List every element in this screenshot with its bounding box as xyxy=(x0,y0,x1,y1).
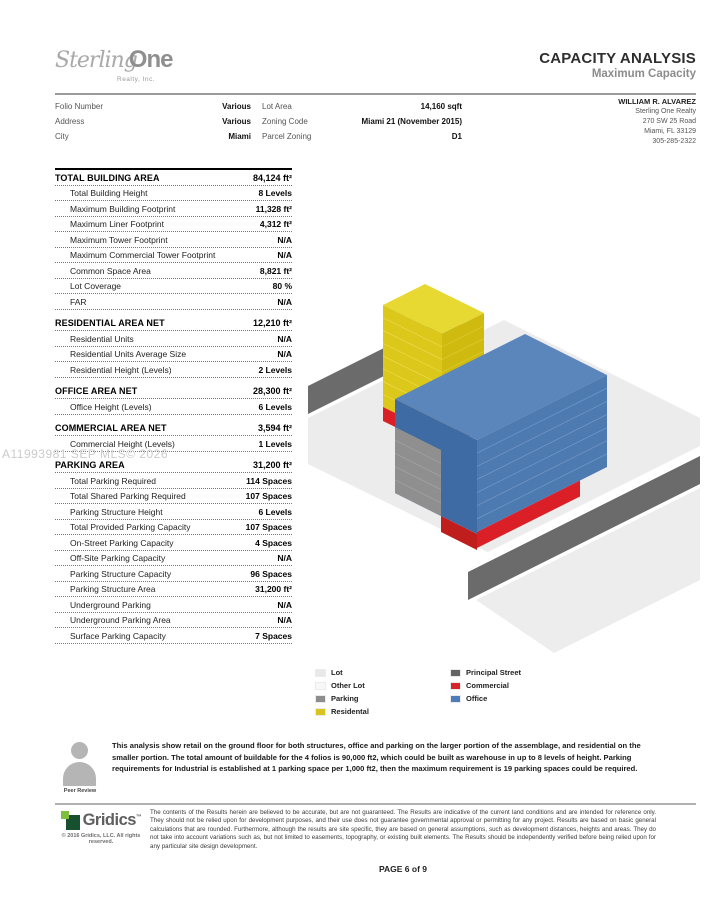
table-row xyxy=(55,248,292,264)
legend-item-office xyxy=(450,694,521,703)
section-label: RESIDENTIAL AREA NET xyxy=(55,318,165,328)
legend-label: Commercial xyxy=(466,681,509,690)
row-label: Off-Site Parking Capacity xyxy=(70,553,166,563)
row-value: N/A xyxy=(277,615,292,625)
city-value: Miami xyxy=(228,132,251,141)
property-info-col2 xyxy=(262,99,462,144)
table-row xyxy=(55,217,292,233)
row-value: 4,312 ft² xyxy=(259,219,292,229)
person-silhouette-icon xyxy=(57,736,103,786)
section-label: OFFICE AREA NET xyxy=(55,386,138,396)
legend-label: Parking xyxy=(331,694,359,703)
table-row xyxy=(55,473,292,489)
mls-watermark: A11993981 SEP MLS© 2026 xyxy=(2,447,169,461)
row-value: 7 Spaces xyxy=(255,630,292,641)
logo-script-text: Sterling xyxy=(55,48,137,73)
table-row xyxy=(55,331,292,347)
report-header xyxy=(539,50,696,80)
table-row xyxy=(55,347,292,363)
table-row xyxy=(55,551,292,567)
row-label: Maximum Liner Footprint xyxy=(70,219,165,229)
section-value: 28,300 ft² xyxy=(252,386,292,396)
row-value: 107 Spaces xyxy=(245,522,292,532)
row-value: N/A xyxy=(277,553,292,563)
row-label: Total Building Height xyxy=(70,188,148,198)
row-value: N/A xyxy=(277,599,292,610)
section-label: PARKING AREA xyxy=(55,460,125,470)
isometric-site-diagram xyxy=(308,228,700,662)
contact-citystate: Miami, FL 33129 xyxy=(644,128,696,135)
row-label: Parking Structure Area xyxy=(70,584,156,594)
legend-label: Principal Street xyxy=(466,668,522,677)
contact-company: Sterling One Realty xyxy=(635,108,696,115)
gridics-wordmark: Gridics™ xyxy=(82,811,142,829)
contact-street: 270 SW 25 Road xyxy=(642,118,696,125)
row-label: Commercial Height (Levels) xyxy=(70,438,175,449)
row-label: Total Provided Parking Capacity xyxy=(70,522,191,532)
page-subtitle: Maximum Capacity xyxy=(591,68,696,80)
section-value: 84,124 ft² xyxy=(252,172,292,183)
table-row xyxy=(55,263,292,279)
row-value: N/A xyxy=(277,349,292,359)
legend-label: Other Lot xyxy=(331,681,365,690)
table-row xyxy=(55,535,292,551)
row-label: Total Shared Parking Required xyxy=(70,491,186,501)
other-lot-swatch-icon xyxy=(315,682,326,690)
row-value: N/A xyxy=(277,333,292,344)
row-label: Residential Units xyxy=(70,333,134,344)
table-section-header xyxy=(55,316,292,332)
row-value: 80 % xyxy=(272,281,292,291)
office-swatch-icon xyxy=(450,695,461,703)
site-massing-svg xyxy=(308,228,700,662)
page-title: CAPACITY ANALYSIS xyxy=(539,50,696,67)
table-row xyxy=(55,362,292,378)
row-value: 4 Spaces xyxy=(255,537,292,548)
row-label: Underground Parking Area xyxy=(70,615,171,625)
commercial-swatch-icon xyxy=(450,682,461,690)
legend-item-other-lot xyxy=(315,681,369,690)
sterling-one-logo xyxy=(55,46,205,92)
gridics-logo-block xyxy=(55,811,147,845)
table-row xyxy=(55,186,292,202)
parcel-zoning-label: Parcel Zoning xyxy=(262,132,312,141)
row-label: Maximum Commercial Tower Footprint xyxy=(70,250,216,260)
row-value: 107 Spaces xyxy=(245,491,292,501)
section-label: TOTAL BUILDING AREA xyxy=(55,172,160,183)
legend-item-commercial xyxy=(450,681,521,690)
capacity-table xyxy=(55,168,292,644)
lot-area-value: 14,160 sqft xyxy=(420,102,462,111)
row-label: Residential Height (Levels) xyxy=(70,364,172,375)
row-label: Residential Units Average Size xyxy=(70,349,187,359)
section-label: COMMERCIAL AREA NET xyxy=(55,423,167,433)
row-value: 6 Levels xyxy=(258,506,292,517)
parcel-zoning-value: D1 xyxy=(451,132,462,141)
table-section-header xyxy=(55,170,292,186)
contact-name: WILLIAM R. ALVAREZ xyxy=(618,97,696,106)
city-label: City xyxy=(55,132,69,141)
row-label: Surface Parking Capacity xyxy=(70,630,166,641)
table-row xyxy=(55,613,292,629)
table-row xyxy=(55,520,292,536)
folio-value: Various xyxy=(222,102,251,111)
legend-label: Lot xyxy=(331,668,343,677)
header-divider xyxy=(55,93,696,95)
row-label: Underground Parking xyxy=(70,599,151,610)
table-section-header xyxy=(55,421,292,437)
table-row xyxy=(55,201,292,217)
address-label: Address xyxy=(55,117,85,126)
lot-area-label: Lot Area xyxy=(262,102,292,111)
zoning-code-value: Miami 21 (November 2015) xyxy=(361,117,462,126)
row-label: Maximum Building Footprint xyxy=(70,203,176,214)
legend-label: Office xyxy=(466,694,488,703)
row-label: FAR xyxy=(70,296,87,307)
row-label: On-Street Parking Capacity xyxy=(70,537,174,548)
table-row xyxy=(55,294,292,310)
row-value: N/A xyxy=(277,250,292,260)
row-label: Lot Coverage xyxy=(70,281,122,291)
table-row xyxy=(55,566,292,582)
lot-swatch-icon xyxy=(315,669,326,677)
peer-review-label: Peer Review xyxy=(63,788,97,794)
peer-review-text: This analysis show retail on the ground floor for both structures, office and parking on the larger portion of the assemblage, and residential on the smaller portion. The total amount of buildable for the 4 folios is 90,000 ft2, which could be built as warehouse in up to 8 levels of height. Parking requirements for Industrial is established at 1 parking space per 1,000 ft2, then the maximum requirement is 19 parking spaces could be required. xyxy=(112,741,641,773)
legend-left-column xyxy=(315,668,369,720)
row-value: 6 Levels xyxy=(258,401,292,412)
address-value: Various xyxy=(222,117,251,126)
section-value: 3,594 ft² xyxy=(257,423,292,433)
table-row xyxy=(55,628,292,644)
legend-right-column xyxy=(450,668,521,707)
row-value: 96 Spaces xyxy=(250,568,292,579)
row-label: Total Parking Required xyxy=(70,475,156,486)
table-section-header xyxy=(55,384,292,400)
logo-one-text: One xyxy=(128,46,173,73)
row-label: Office Height (Levels) xyxy=(70,401,152,412)
footer-divider xyxy=(55,803,696,805)
trademark-symbol: ™ xyxy=(135,814,142,821)
table-row xyxy=(55,489,292,505)
legend-item-residential xyxy=(315,707,369,716)
legend-item-parking xyxy=(315,694,369,703)
property-info-col1 xyxy=(55,99,251,144)
logo-subtext: Realty, Inc. xyxy=(117,76,156,83)
row-value: 8,821 ft² xyxy=(259,265,292,276)
row-value: 114 Spaces xyxy=(246,475,292,486)
street-swatch-icon xyxy=(450,669,461,677)
table-row xyxy=(55,232,292,248)
row-value: 1 Levels xyxy=(258,438,292,449)
row-value: 2 Levels xyxy=(258,364,292,375)
footer-disclaimer: The contents of the Results herein are believed to be accurate, but are not guaranteed. The Results are indicative of the current land conditions and are intended for reference only. They should not be relied upon for development purposes, and their use does not guarantee governmental approval or permitting for any project. Results are based on basic general calculations that are rounded. Furthermore, although the results are site specific, they are based on general assumptions, such as development distances, heights and areas. They do not take into account variations such as, but not limited to easements, topography, or existing built elements. The Results should be independently verified before being relied upon for any particular site design development. xyxy=(150,809,656,850)
gridics-copyright: © 2016 Gridics, LLC. All rights reserved. xyxy=(61,833,141,845)
contact-phone: 305-285-2322 xyxy=(652,138,696,145)
row-value: 31,200 ft² xyxy=(255,584,292,594)
contact-block xyxy=(618,97,696,147)
legend-item-principal-street xyxy=(450,668,521,677)
row-label: Common Space Area xyxy=(70,265,151,276)
table-row xyxy=(55,399,292,415)
table-row xyxy=(55,279,292,295)
legend-label: Residental xyxy=(331,707,369,716)
row-label: Parking Structure Height xyxy=(70,506,163,517)
table-row xyxy=(55,597,292,613)
residential-swatch-icon xyxy=(315,708,326,716)
peer-review-avatar xyxy=(57,736,103,794)
gridics-logo-icon xyxy=(61,811,80,830)
parking-swatch-icon xyxy=(315,695,326,703)
table-row xyxy=(55,504,292,520)
row-label: Maximum Tower Footprint xyxy=(70,234,168,245)
folio-label: Folio Number xyxy=(55,102,104,111)
section-value: 31,200 ft² xyxy=(252,460,292,470)
section-value: 12,210 ft² xyxy=(252,318,292,328)
legend-item-lot xyxy=(315,668,369,677)
row-label: Parking Structure Capacity xyxy=(70,568,172,579)
row-value: 11,328 ft² xyxy=(255,203,292,214)
page-number: PAGE 6 of 9 xyxy=(378,864,428,874)
zoning-code-label: Zoning Code xyxy=(262,117,308,126)
row-value: N/A xyxy=(277,234,292,245)
row-value: N/A xyxy=(277,296,292,307)
row-value: 8 Levels xyxy=(258,188,292,198)
table-row xyxy=(55,582,292,598)
